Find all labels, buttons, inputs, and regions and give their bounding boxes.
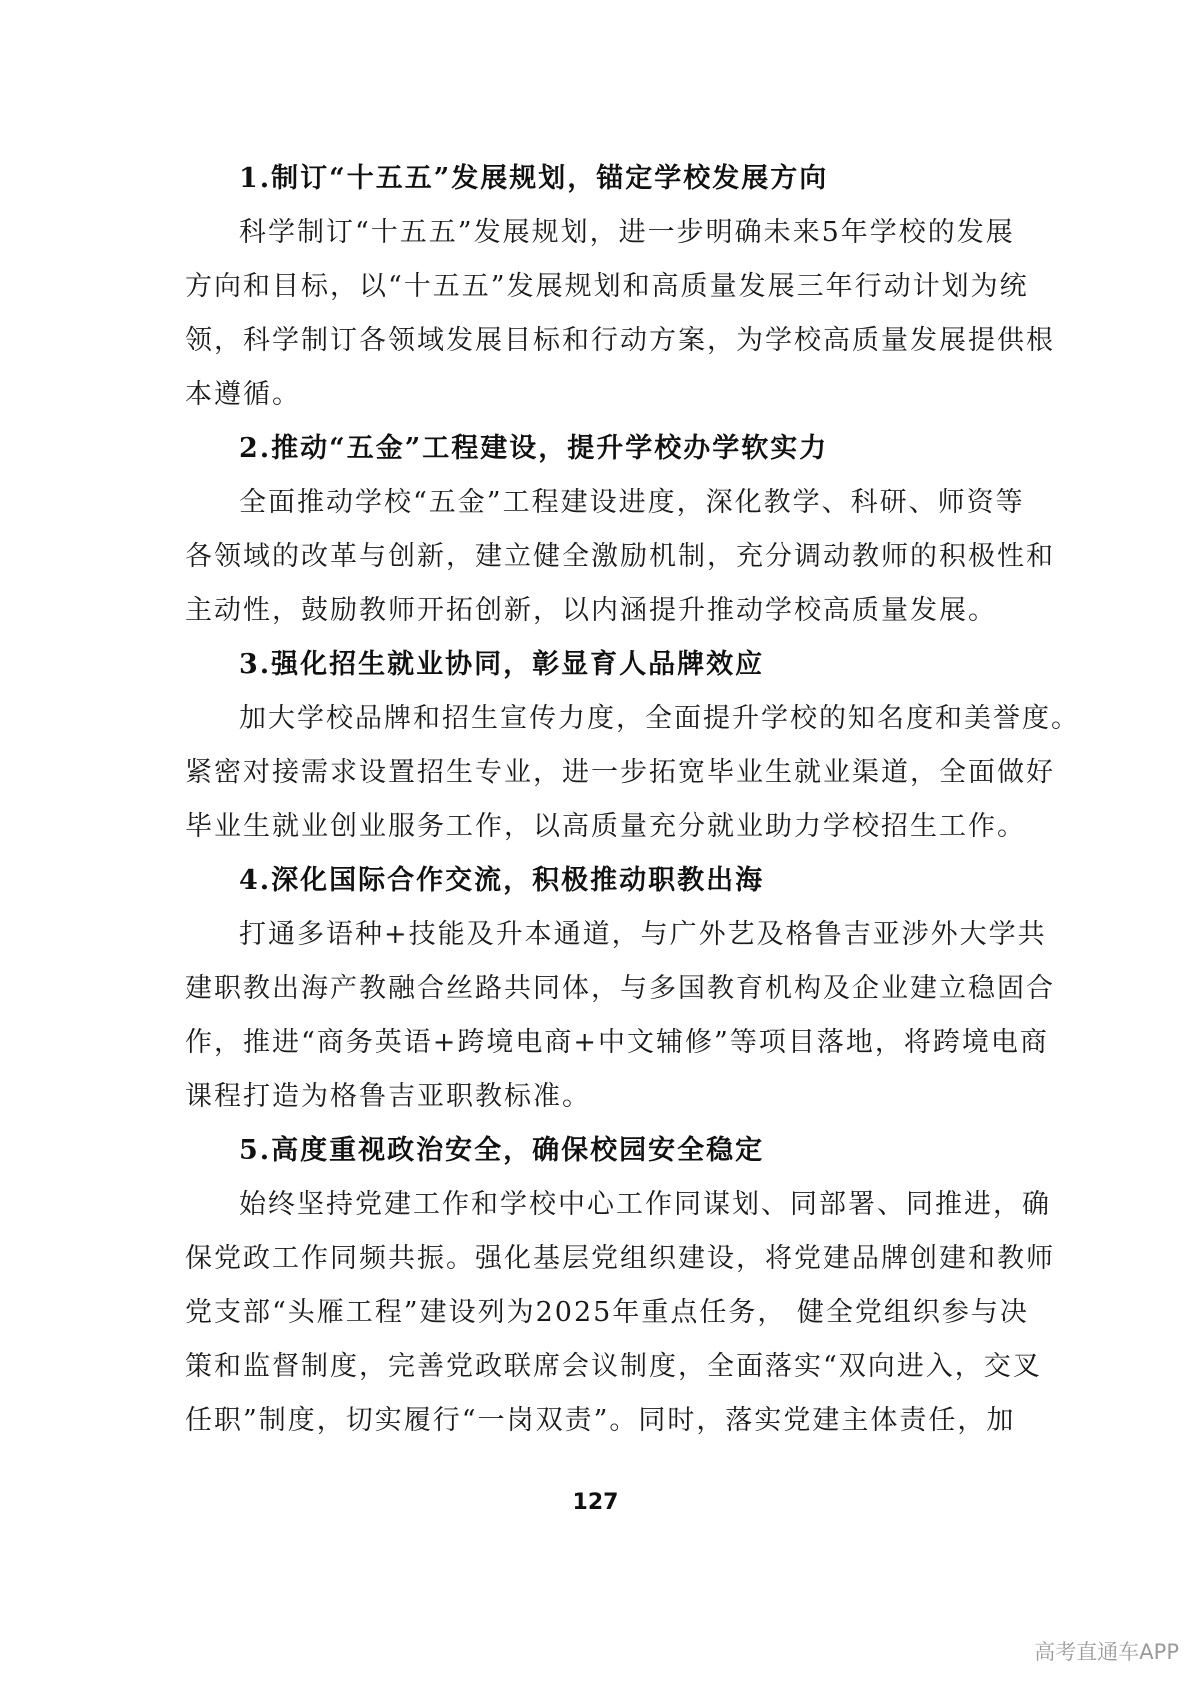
- paragraph-line: 打通多语种+技能及升本通道，与广外艺及格鲁吉亚涉外大学共: [239, 919, 1047, 950]
- paragraph-line: 建职教出海产教融合丝路共同体，与多国教育机构及企业建立稳固合: [185, 973, 1055, 1004]
- paragraph-line: 领，科学制订各领域发展目标和行动方案，为学校高质量发展提供根: [185, 325, 1055, 356]
- paragraph-line: 课程打造为格鲁吉亚职教标准。: [185, 1081, 591, 1112]
- paragraph-line: 作，推进“商务英语+跨境电商+中文辅修”等项目落地，将跨境电商: [185, 1027, 1049, 1058]
- section-heading: 4.深化国际合作交流，积极推动职教出海: [239, 865, 765, 896]
- paragraph-line: 科学制订“十五五”发展规划，进一步明确未来5年学校的发展: [239, 217, 1015, 248]
- paragraph-line: 始终坚持党建工作和学校中心工作同谋划、同部署、同推进，确: [239, 1189, 1051, 1220]
- paragraph-line: 各领域的改革与创新，建立健全激励机制，充分调动教师的积极性和: [185, 541, 1055, 572]
- paragraph-line: 加大学校品牌和招生宣传力度，全面提升学校的知名度和美誉度。: [239, 703, 1080, 734]
- paragraph-line: 保党政工作同频共振。强化基层党组织建设，将党建品牌创建和教师: [185, 1243, 1055, 1274]
- paragraph-line: 本遵循。: [185, 379, 301, 410]
- paragraph-line: 紧密对接需求设置招生专业，进一步拓宽毕业生就业渠道，全面做好: [185, 757, 1055, 788]
- section-heading: 5.高度重视政治安全，确保校园安全稳定: [239, 1135, 765, 1166]
- section-heading: 2.推动“五金”工程建设，提升学校办学软实力: [239, 433, 829, 464]
- paragraph-line: 任职”制度，切实履行“一岗双责”。同时，落实党建主体责任，加: [185, 1405, 1016, 1436]
- paragraph-line: 毕业生就业创业服务工作，以高质量充分就业助力学校招生工作。: [185, 811, 1026, 842]
- section-heading: 3.强化招生就业协同，彰显育人品牌效应: [239, 649, 765, 680]
- page-number: 127: [572, 1490, 619, 1515]
- paragraph-line: 策和监督制度，完善党政联席会议制度，全面落实“双向进入，交叉: [185, 1351, 1042, 1382]
- paragraph-line: 党支部“头雁工程”建设列为2025年重点任务， 健全党组织参与决: [185, 1297, 1029, 1328]
- watermark: 高考直通车APP: [1034, 1640, 1179, 1664]
- paragraph-line: 方向和目标，以“十五五”发展规划和高质量发展三年行动计划为统: [185, 271, 1029, 302]
- document-body: [185, 152, 1080, 1448]
- paragraph-line: 主动性，鼓励教师开拓创新，以内涵提升推动学校高质量发展。: [185, 595, 997, 626]
- section-heading: 1.制订“十五五”发展规划，锚定学校发展方向: [239, 163, 829, 194]
- paragraph-line: 全面推动学校“五金”工程建设进度，深化教学、科研、师资等: [239, 487, 1025, 518]
